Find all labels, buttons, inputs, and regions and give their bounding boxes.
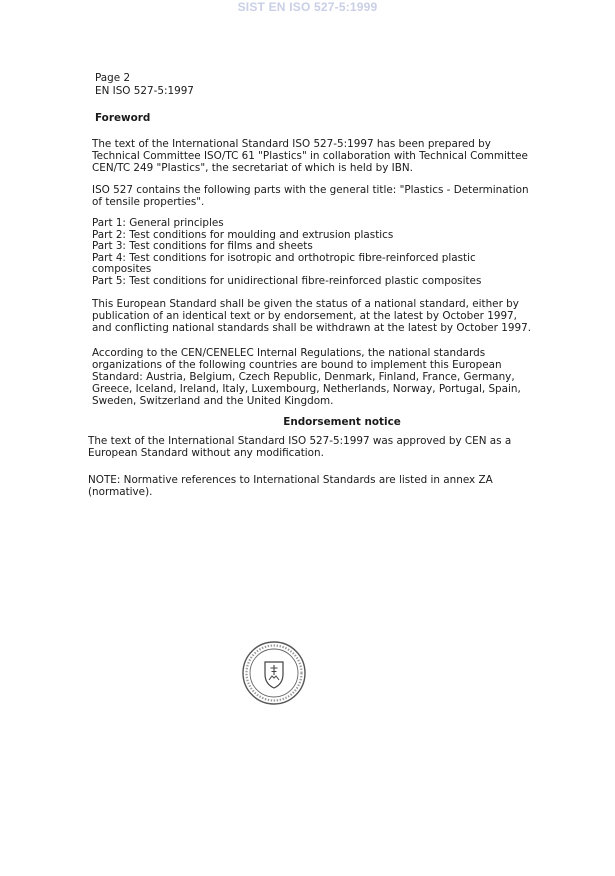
page-number: Page 2 xyxy=(95,72,131,84)
foreword-paragraph-1: The text of the International Standard ISO 527-5:1997 has been prepared by Technical Committee ISO/TC 61 "Plastics" in collaboration with Technical Committee CEN/TC 249 "Plastics", the secretariat of which is held by IBN. xyxy=(92,138,528,174)
part-item: Part 3: Test conditions for films and sheets xyxy=(92,240,313,253)
foreword-paragraph-3: This European Standard shall be given the status of a national standard, either by publication of an identical text or by endorsement, at the latest by October 1997, and conflicting national standards shall be withdrawn at the latest by October 1997. xyxy=(92,297,532,334)
document-body xyxy=(88,72,532,498)
watermark: SIST EN ISO 527-5:1999 xyxy=(237,0,378,14)
part-item: Part 5: Test conditions for unidirectional fibre-reinforced plastic composites xyxy=(92,274,482,287)
foreword-heading: Foreword xyxy=(95,112,151,124)
normative-note: NOTE: Normative references to International Standards are listed in annex ZA (normative). xyxy=(88,473,493,498)
part-item: Part 1: General principles xyxy=(92,217,224,229)
page-header xyxy=(95,72,532,98)
foreword-paragraph-4: According to the CEN/CENELEC Internal Regulations, the national standards organizations of the following countries are bound to implement this European Standard: Austria, Belgium, Czech Republic, Denmark, Finland, France, Germany, Greece, Iceland, Ireland, Italy, Luxembourg, Netherlands, Norway, Portugal, Spain, Sweden, Switzerland and the United Kingdom. xyxy=(92,346,521,407)
official-stamp-icon xyxy=(241,640,307,706)
endorsement-text: The text of the International Standard ISO 527-5:1997 was approved by CEN as a European Standard without any modification. xyxy=(88,434,512,459)
endorsement-heading: Endorsement notice xyxy=(283,415,401,428)
part-item: Part 2: Test conditions for moulding and extrusion plastics xyxy=(92,228,394,241)
standard-id: EN ISO 527-5:1997 xyxy=(95,85,194,97)
foreword-paragraph-2: ISO 527 contains the following parts with the general title: "Plastics - Determination of tensile properties". xyxy=(92,184,529,208)
parts-list xyxy=(92,218,532,288)
part-item: Part 4: Test conditions for isotropic and orthotropic fibre-reinforced plastic composites xyxy=(92,251,476,276)
